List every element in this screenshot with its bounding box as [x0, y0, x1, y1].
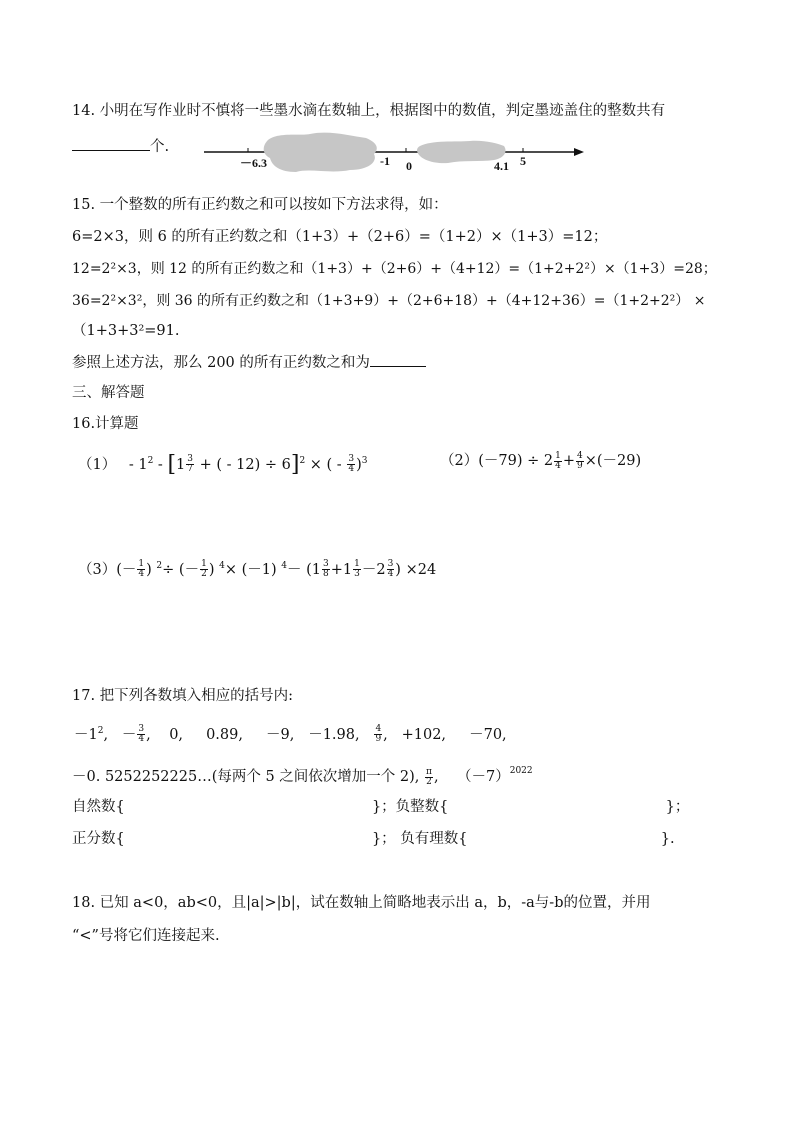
q17-categories-row2 [72, 829, 675, 849]
number-line-figure [200, 126, 590, 176]
q17-title: 17. 把下列各数填入相应的括号内: [72, 688, 294, 704]
q16-title: 16.计算题 [72, 416, 139, 432]
q15-line2: 6=2×3，则 6 的所有正约数之和（1+3）+（2+6）=（1+2）×（1+3）=12； [72, 229, 608, 245]
q16-part1-label: （1） [78, 456, 117, 473]
axis-label-5: 5 [520, 154, 526, 168]
bracket-end-1: }； [665, 799, 690, 815]
q17-categories-row1 [72, 797, 689, 817]
bracket-end-2: }. [660, 831, 675, 847]
q14-suffix: 个. [150, 139, 170, 155]
q16-part2-label: （2） [440, 453, 479, 469]
q16-part3-label: （3） [78, 561, 117, 578]
q15-line3: 12=2²×3，则 12 的所有正约数之和（1+3）+（2+6）+（4+12）=（1+2+2²）×（1+3）=28； [72, 261, 717, 277]
q18-line1: 18. 已知 a<0，ab<0，且|a|>|b|，试在数轴上简略地表示出 a，b，-a与-b的位置，并用 [72, 895, 651, 911]
natural-number-bracket[interactable]: 自然数{ [72, 799, 125, 815]
q17-exponent: 2022 [509, 766, 533, 776]
q18-line2: “<”号将它们连接起来. [72, 928, 220, 944]
negative-integer-bracket[interactable]: }；负整数{ [371, 799, 449, 815]
q14-text: 14. 小明在写作业时不慎将一些墨水滴在数轴上，根据图中的数值，判定墨迹盖住的整数共有 [72, 103, 666, 119]
q17-num-0-89: 0.89, [206, 726, 243, 743]
q17-num-neg1-98: －1.98, [308, 726, 360, 743]
q14-answer-blank[interactable] [72, 136, 150, 151]
q16-part1: $(1) - 1^2 - [1$ $\frac{3}{7}$ + ( - 12) ÷ 6]$^2$ × ( - $\frac{3}{4}$ )$^3$ [78, 451, 368, 477]
q16-part2: （2）(－79) ÷ 2 $\frac{1}{4}$ + $\frac{4}{9}$ ×(－29) [440, 450, 642, 471]
q16-part3: （3）(－ $\frac{1}{4}$ ) $^2$÷ (－ $\frac{1}{2}$ ) $^4$× (－1) $^4$－ (1 $\frac{3}{8}$ +1 $\frac{1}{3}$ －2 $\frac{3}{4}$ ) ×24 [78, 559, 437, 580]
q17-num-neg9: －9, [266, 726, 295, 743]
q17-num-repeating: －0. 5252252225…(每两个 5 之间依次增加一个 2), [72, 769, 420, 785]
ink-blot-left [264, 133, 377, 172]
q17-num-0: 0, [169, 726, 184, 743]
q17-num-power: （－7） [456, 769, 510, 785]
q15-line6 [72, 352, 426, 373]
q15-line5: （1+3+3²=91. [72, 323, 180, 339]
positive-fraction-bracket[interactable]: 正分数{ [72, 831, 125, 847]
q17-numbers-row2: －0. 5252252225…(每两个 5 之间依次增加一个 2), $\frac{\pi}{2}$ , $(-7)^{2022}$ [72, 766, 533, 787]
axis-label-4-1: 4.1 [494, 159, 509, 173]
section3-heading: 三、解答题 [72, 385, 145, 401]
negative-rational-bracket[interactable]: }； 负有理数{ [371, 831, 468, 847]
q17-num-102: +102, [401, 726, 447, 743]
axis-label-neg6-3: －6.3 [240, 156, 268, 170]
q17-num-neg70: －70, [469, 726, 507, 743]
q14-line2 [72, 136, 169, 157]
ink-blot-right [417, 141, 506, 163]
q15-answer-blank[interactable] [370, 352, 426, 367]
axis-label-neg1: -1 [380, 154, 390, 168]
q17-numbers-row1: $-1^2$, － $\frac{3}{4}$ , 0, 0.89, －9, －1.98, $\frac{4}{9}$ , +102, －70, [74, 724, 507, 745]
axis-label-0: 0 [406, 159, 412, 173]
q15-question: 参照上述方法，那么 200 的所有正约数之和为 [72, 355, 370, 371]
q15-line4: 36=2²×3²，则 36 的所有正约数之和（1+3+9）+（2+6+18）+（4+12+36）=（1+2+2²） × [72, 293, 706, 309]
q15-line1: 15. 一个整数的所有正约数之和可以按如下方法求得，如： [72, 197, 448, 213]
